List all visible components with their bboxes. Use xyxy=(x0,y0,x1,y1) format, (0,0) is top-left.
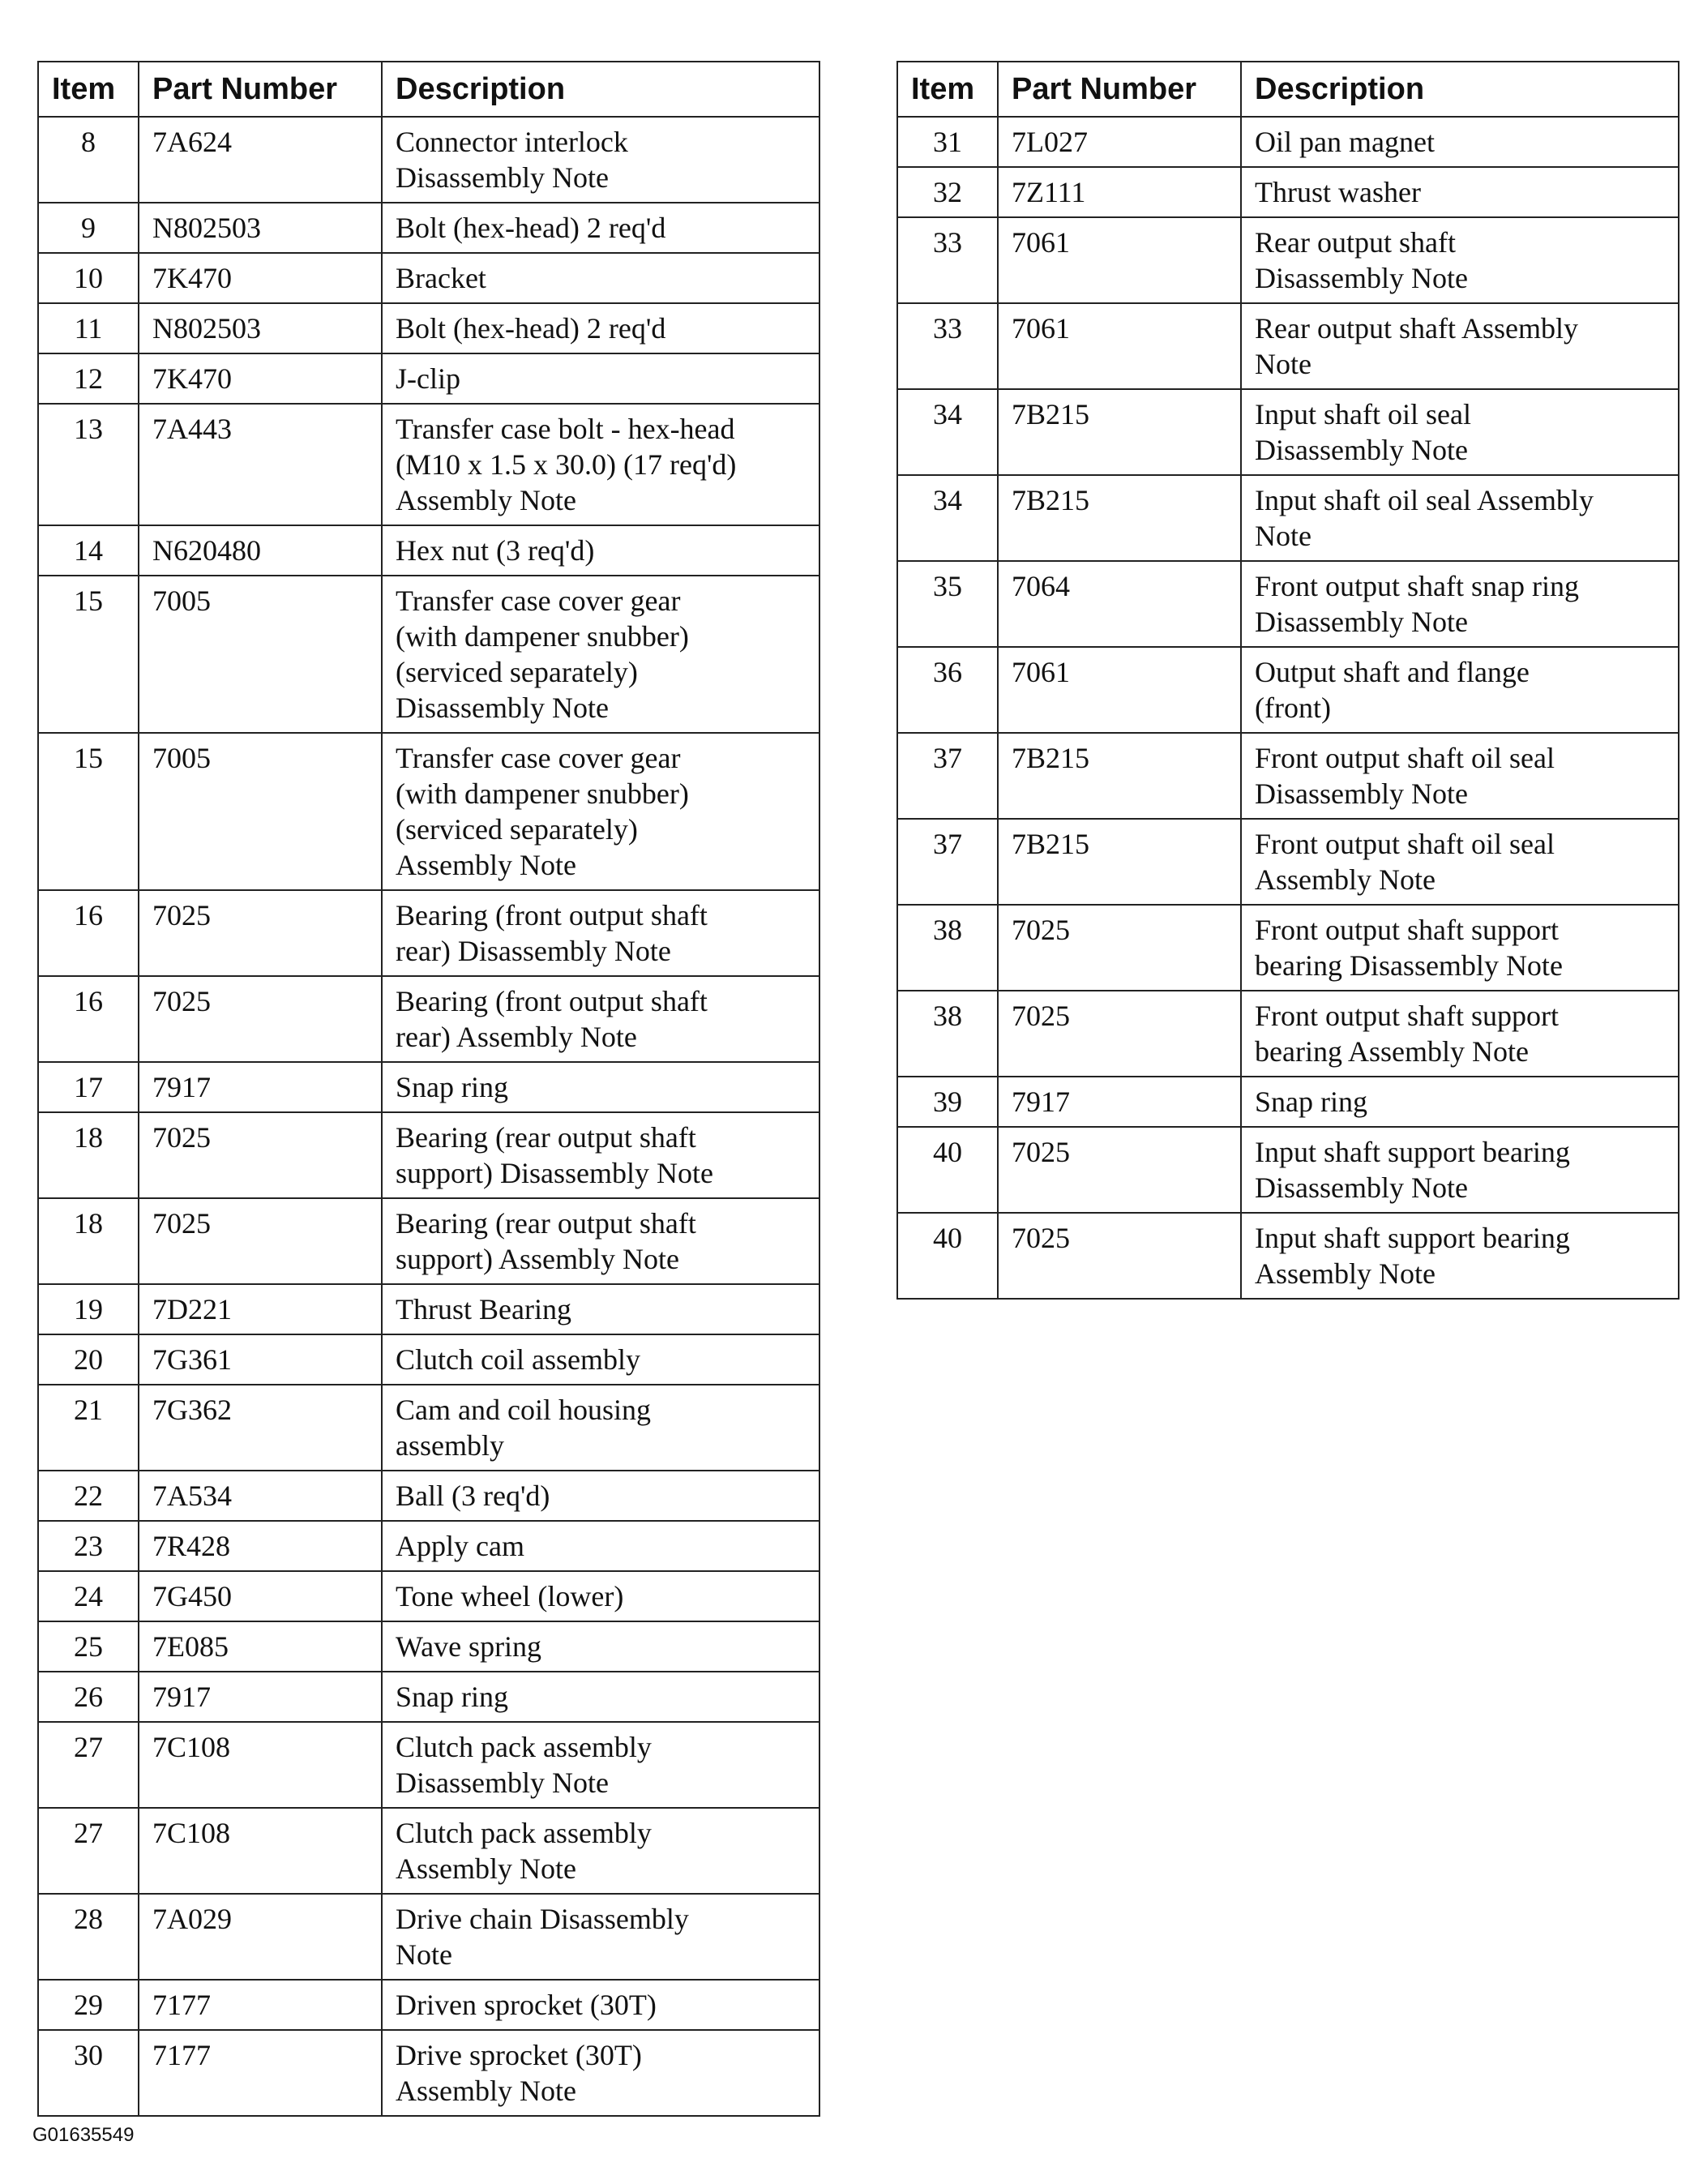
description-cell xyxy=(382,1112,819,1198)
table-row xyxy=(38,1062,819,1112)
description-cell xyxy=(1241,217,1679,303)
item-cell: 18 xyxy=(38,1112,139,1198)
description-line: (with dampener snubber) xyxy=(396,620,689,653)
item-cell: 30 xyxy=(38,2030,139,2116)
description-line: bearing Assembly Note xyxy=(1255,1035,1529,1068)
description-cell xyxy=(382,1672,819,1722)
column-header-part-number: Part Number xyxy=(998,62,1241,117)
table-row xyxy=(38,1621,819,1672)
table-row xyxy=(897,1213,1679,1299)
description-line: Snap ring xyxy=(396,1681,508,1713)
table-row xyxy=(897,117,1679,167)
description-line: assembly xyxy=(396,1429,504,1462)
table-row xyxy=(38,1672,819,1722)
part-number-cell: 7061 xyxy=(998,217,1241,303)
description-cell xyxy=(382,976,819,1062)
description-line: Cam and coil housing xyxy=(396,1394,651,1426)
item-cell: 10 xyxy=(38,253,139,303)
item-cell: 16 xyxy=(38,890,139,976)
part-number-cell: 7Z111 xyxy=(998,167,1241,217)
description-line: Transfer case cover gear xyxy=(396,585,681,617)
table-row xyxy=(38,1521,819,1571)
description-line: Connector interlock xyxy=(396,126,628,158)
table-row xyxy=(38,253,819,303)
table-row xyxy=(897,647,1679,733)
part-number-cell: 7B215 xyxy=(998,819,1241,905)
table-row xyxy=(897,561,1679,647)
table-row xyxy=(897,1127,1679,1213)
table-row xyxy=(897,167,1679,217)
description-cell xyxy=(1241,1077,1679,1127)
table-row xyxy=(38,1334,819,1385)
column-header-description: Description xyxy=(1241,62,1679,117)
item-cell: 32 xyxy=(897,167,998,217)
part-number-cell: 7B215 xyxy=(998,733,1241,819)
part-number-cell: 7025 xyxy=(139,1112,382,1198)
description-cell xyxy=(1241,819,1679,905)
part-number-cell: 7G362 xyxy=(139,1385,382,1471)
item-cell: 40 xyxy=(897,1213,998,1299)
description-line: Drive sprocket (30T) xyxy=(396,2039,642,2071)
table-row xyxy=(897,303,1679,389)
part-number-cell: 7R428 xyxy=(139,1521,382,1571)
item-cell: 36 xyxy=(897,647,998,733)
table-row xyxy=(38,1722,819,1808)
part-number-cell: 7064 xyxy=(998,561,1241,647)
part-number-cell: 7005 xyxy=(139,576,382,733)
item-cell: 33 xyxy=(897,217,998,303)
description-line: Bearing (rear output shaft xyxy=(396,1207,696,1240)
description-line: Input shaft oil seal xyxy=(1255,398,1471,430)
item-cell: 27 xyxy=(38,1722,139,1808)
description-cell xyxy=(382,1894,819,1980)
table-row xyxy=(897,217,1679,303)
description-line: Assembly Note xyxy=(396,2075,576,2107)
item-cell: 14 xyxy=(38,525,139,576)
item-cell: 34 xyxy=(897,475,998,561)
item-cell: 38 xyxy=(897,991,998,1077)
part-number-cell: 7L027 xyxy=(998,117,1241,167)
part-number-cell: 7917 xyxy=(139,1672,382,1722)
description-line: Bearing (front output shaft xyxy=(396,985,708,1017)
description-line: support) Disassembly Note xyxy=(396,1157,713,1189)
description-cell xyxy=(382,525,819,576)
part-number-cell: 7A443 xyxy=(139,404,382,525)
description-line: Thrust washer xyxy=(1255,176,1421,208)
table-row xyxy=(897,819,1679,905)
description-line: Bearing (rear output shaft xyxy=(396,1121,696,1154)
parts-table-left xyxy=(37,61,820,2117)
description-line: rear) Disassembly Note xyxy=(396,935,671,967)
part-number-cell: N802503 xyxy=(139,203,382,253)
description-line: Front output shaft oil seal xyxy=(1255,828,1555,860)
description-line: Transfer case bolt - hex-head xyxy=(396,413,735,445)
description-cell xyxy=(1241,475,1679,561)
description-line: Front output shaft support xyxy=(1255,914,1559,946)
description-line: Snap ring xyxy=(1255,1086,1367,1118)
description-line: rear) Assembly Note xyxy=(396,1021,637,1053)
table-row xyxy=(38,1385,819,1471)
figure-code: G01635549 xyxy=(32,2124,135,2146)
description-line: Clutch pack assembly xyxy=(396,1817,652,1849)
description-line: Assembly Note xyxy=(1255,863,1436,896)
item-cell: 13 xyxy=(38,404,139,525)
description-cell xyxy=(1241,303,1679,389)
description-cell xyxy=(382,1980,819,2030)
description-line: Input shaft support bearing xyxy=(1255,1222,1570,1254)
table-row xyxy=(897,733,1679,819)
part-number-cell: 7B215 xyxy=(998,389,1241,475)
item-cell: 9 xyxy=(38,203,139,253)
item-cell: 16 xyxy=(38,976,139,1062)
description-line: Thrust Bearing xyxy=(396,1293,571,1325)
item-cell: 23 xyxy=(38,1521,139,1571)
part-number-cell: N802503 xyxy=(139,303,382,353)
description-cell xyxy=(1241,991,1679,1077)
table-row xyxy=(38,1198,819,1284)
item-cell: 24 xyxy=(38,1571,139,1621)
description-line: Assembly Note xyxy=(396,484,576,516)
part-number-cell: 7E085 xyxy=(139,1621,382,1672)
table-row xyxy=(38,1471,819,1521)
description-cell xyxy=(382,890,819,976)
part-number-cell: 7C108 xyxy=(139,1808,382,1894)
item-cell: 31 xyxy=(897,117,998,167)
table-row xyxy=(38,1284,819,1334)
description-line: Note xyxy=(1255,520,1311,552)
description-line: (serviced separately) xyxy=(396,813,638,846)
part-number-cell: 7K470 xyxy=(139,353,382,404)
table-row xyxy=(897,1077,1679,1127)
item-cell: 25 xyxy=(38,1621,139,1672)
parts-table-right xyxy=(896,61,1679,1300)
part-number-cell: 7025 xyxy=(139,1198,382,1284)
description-cell xyxy=(382,303,819,353)
description-line: Front output shaft snap ring xyxy=(1255,570,1579,602)
description-line: Assembly Note xyxy=(396,849,576,881)
item-cell: 8 xyxy=(38,117,139,203)
description-cell xyxy=(382,1471,819,1521)
description-line: (front) xyxy=(1255,692,1331,724)
table-row xyxy=(38,1980,819,2030)
item-cell: 34 xyxy=(897,389,998,475)
description-line: Bearing (front output shaft xyxy=(396,899,708,931)
item-cell: 37 xyxy=(897,819,998,905)
description-line: Input shaft oil seal Assembly xyxy=(1255,484,1594,516)
part-number-cell: 7B215 xyxy=(998,475,1241,561)
description-line: (serviced separately) xyxy=(396,656,638,688)
description-cell xyxy=(382,1571,819,1621)
description-line: Wave spring xyxy=(396,1630,542,1663)
item-cell: 21 xyxy=(38,1385,139,1471)
part-number-cell: 7061 xyxy=(998,647,1241,733)
table-row xyxy=(38,404,819,525)
description-line: Tone wheel (lower) xyxy=(396,1580,624,1612)
description-line: (with dampener snubber) xyxy=(396,777,689,810)
item-cell: 37 xyxy=(897,733,998,819)
description-cell xyxy=(382,576,819,733)
description-cell xyxy=(382,1722,819,1808)
description-cell xyxy=(382,117,819,203)
part-number-cell: 7G361 xyxy=(139,1334,382,1385)
table-row xyxy=(38,1808,819,1894)
column-header-part-number: Part Number xyxy=(139,62,382,117)
part-number-cell: 7G450 xyxy=(139,1571,382,1621)
item-cell: 20 xyxy=(38,1334,139,1385)
description-line: Bolt (hex-head) 2 req'd xyxy=(396,212,666,244)
part-number-cell: 7177 xyxy=(139,2030,382,2116)
description-cell xyxy=(382,733,819,890)
description-line: support) Assembly Note xyxy=(396,1243,679,1275)
description-line: Disassembly Note xyxy=(1255,262,1468,294)
description-line: Front output shaft oil seal xyxy=(1255,742,1555,774)
description-cell xyxy=(382,1284,819,1334)
description-line: bearing Disassembly Note xyxy=(1255,949,1563,982)
description-cell xyxy=(1241,167,1679,217)
item-cell: 29 xyxy=(38,1980,139,2030)
part-number-cell: 7025 xyxy=(139,976,382,1062)
part-number-cell: 7A029 xyxy=(139,1894,382,1980)
part-number-cell: 7917 xyxy=(139,1062,382,1112)
description-line: Disassembly Note xyxy=(1255,434,1468,466)
part-number-cell: 7A624 xyxy=(139,117,382,203)
item-cell: 18 xyxy=(38,1198,139,1284)
description-cell xyxy=(382,1198,819,1284)
item-cell: 17 xyxy=(38,1062,139,1112)
table-row xyxy=(38,576,819,733)
column-header-description: Description xyxy=(382,62,819,117)
description-line: Input shaft support bearing xyxy=(1255,1136,1570,1168)
description-cell xyxy=(1241,733,1679,819)
description-line: Oil pan magnet xyxy=(1255,126,1435,158)
table-row xyxy=(38,1112,819,1198)
description-line: Snap ring xyxy=(396,1071,508,1103)
description-cell xyxy=(382,253,819,303)
description-cell xyxy=(1241,561,1679,647)
column-header-item: Item xyxy=(897,62,998,117)
description-cell xyxy=(1241,647,1679,733)
description-line: Note xyxy=(396,1938,452,1971)
description-line: Assembly Note xyxy=(396,1852,576,1885)
description-line: Drive chain Disassembly xyxy=(396,1903,689,1935)
description-cell xyxy=(382,1521,819,1571)
part-number-cell: 7177 xyxy=(139,1980,382,2030)
table-row xyxy=(38,976,819,1062)
item-cell: 11 xyxy=(38,303,139,353)
table-row xyxy=(897,905,1679,991)
description-cell xyxy=(382,203,819,253)
description-cell xyxy=(382,1808,819,1894)
table-row xyxy=(38,303,819,353)
description-cell xyxy=(382,1621,819,1672)
part-number-cell: 7A534 xyxy=(139,1471,382,1521)
description-cell xyxy=(382,1334,819,1385)
description-line: Rear output shaft Assembly xyxy=(1255,312,1578,345)
part-number-cell: 7K470 xyxy=(139,253,382,303)
item-cell: 15 xyxy=(38,576,139,733)
table-row xyxy=(38,1894,819,1980)
description-cell xyxy=(1241,1213,1679,1299)
part-number-cell: 7025 xyxy=(139,890,382,976)
part-number-cell: 7005 xyxy=(139,733,382,890)
table-row xyxy=(38,733,819,890)
description-cell xyxy=(382,1062,819,1112)
description-cell xyxy=(382,353,819,404)
description-line: Disassembly Note xyxy=(1255,777,1468,810)
item-cell: 26 xyxy=(38,1672,139,1722)
description-line: Bracket xyxy=(396,262,486,294)
item-cell: 27 xyxy=(38,1808,139,1894)
description-cell xyxy=(1241,905,1679,991)
part-number-cell: 7025 xyxy=(998,1127,1241,1213)
description-line: J-clip xyxy=(396,362,460,395)
part-number-cell: 7D221 xyxy=(139,1284,382,1334)
part-number-cell: 7025 xyxy=(998,905,1241,991)
table-row xyxy=(38,117,819,203)
table-row xyxy=(38,353,819,404)
description-line: Front output shaft support xyxy=(1255,1000,1559,1032)
table-header-row xyxy=(897,62,1679,117)
part-number-cell: 7025 xyxy=(998,1213,1241,1299)
part-number-cell: 7917 xyxy=(998,1077,1241,1127)
description-line: Driven sprocket (30T) xyxy=(396,1989,657,2021)
table-row xyxy=(38,2030,819,2116)
table-row xyxy=(897,389,1679,475)
table-row xyxy=(38,525,819,576)
description-cell xyxy=(1241,1127,1679,1213)
item-cell: 35 xyxy=(897,561,998,647)
item-cell: 40 xyxy=(897,1127,998,1213)
item-cell: 39 xyxy=(897,1077,998,1127)
item-cell: 19 xyxy=(38,1284,139,1334)
description-line: Disassembly Note xyxy=(396,161,609,194)
table-row xyxy=(897,475,1679,561)
table-header-row xyxy=(38,62,819,117)
description-line: Assembly Note xyxy=(1255,1257,1436,1290)
part-number-cell: 7025 xyxy=(998,991,1241,1077)
item-cell: 33 xyxy=(897,303,998,389)
description-line: Clutch pack assembly xyxy=(396,1731,652,1763)
description-line: Clutch coil assembly xyxy=(396,1343,640,1376)
description-line: Rear output shaft xyxy=(1255,226,1456,259)
part-number-cell: N620480 xyxy=(139,525,382,576)
description-line: Hex nut (3 req'd) xyxy=(396,534,595,567)
column-header-item: Item xyxy=(38,62,139,117)
description-line: Disassembly Note xyxy=(396,1766,609,1799)
description-line: Apply cam xyxy=(396,1530,524,1562)
description-cell xyxy=(382,1385,819,1471)
description-line: Bolt (hex-head) 2 req'd xyxy=(396,312,666,345)
description-cell xyxy=(1241,117,1679,167)
description-line: Note xyxy=(1255,348,1311,380)
table-row xyxy=(38,1571,819,1621)
table-row xyxy=(897,991,1679,1077)
description-line: Disassembly Note xyxy=(396,692,609,724)
part-number-cell: 7C108 xyxy=(139,1722,382,1808)
description-line: Output shaft and flange xyxy=(1255,656,1530,688)
description-line: Transfer case cover gear xyxy=(396,742,681,774)
description-cell xyxy=(382,2030,819,2116)
description-cell xyxy=(1241,389,1679,475)
description-cell xyxy=(382,404,819,525)
description-line: Disassembly Note xyxy=(1255,1171,1468,1204)
table-row xyxy=(38,890,819,976)
description-line: (M10 x 1.5 x 30.0) (17 req'd) xyxy=(396,448,737,481)
description-line: Disassembly Note xyxy=(1255,606,1468,638)
item-cell: 12 xyxy=(38,353,139,404)
item-cell: 28 xyxy=(38,1894,139,1980)
part-number-cell: 7061 xyxy=(998,303,1241,389)
item-cell: 38 xyxy=(897,905,998,991)
description-line: Ball (3 req'd) xyxy=(396,1480,550,1512)
item-cell: 15 xyxy=(38,733,139,890)
table-row xyxy=(38,203,819,253)
item-cell: 22 xyxy=(38,1471,139,1521)
